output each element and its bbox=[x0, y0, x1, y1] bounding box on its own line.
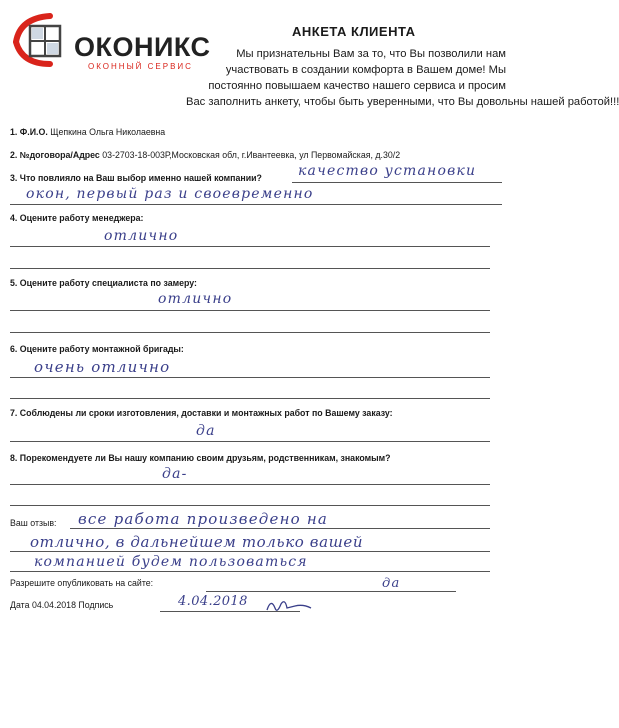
fio-value[interactable]: Щепкина Ольга Николаевна bbox=[50, 127, 166, 137]
contract-value[interactable]: 03-2703-18-003Р,Московская обл, г.Ивантеевка, ул Первомайская, д.30/2 bbox=[102, 150, 401, 160]
question-5: 5. Оцените работу специалиста по замеру: bbox=[10, 278, 197, 288]
publish-rule bbox=[206, 591, 456, 592]
logo bbox=[10, 12, 210, 72]
signature-label: Подпись bbox=[78, 600, 114, 610]
feedback-line1[interactable]: все работа произведено на bbox=[78, 510, 329, 528]
answer-line bbox=[292, 182, 502, 183]
question-8: 8. Порекомендуете ли Вы нашу компанию своим друзьям, родственникам, знакомым? bbox=[10, 453, 391, 463]
intro-line: постоянно повышаем качество нашего сервиса и просим bbox=[208, 80, 506, 92]
answer-line bbox=[10, 332, 490, 333]
answer-line bbox=[10, 441, 490, 442]
date-row bbox=[10, 600, 113, 610]
form-title: АНКЕТА КЛИЕНТА bbox=[292, 24, 416, 39]
date-value[interactable]: 04.04.2018 bbox=[31, 600, 76, 610]
question-7: 7. Соблюдены ли сроки изготовления, доставки и монтажных работ по Вашему заказу: bbox=[10, 408, 393, 418]
intro-text bbox=[186, 46, 619, 110]
answer-line bbox=[10, 268, 490, 269]
answer-line bbox=[10, 204, 502, 205]
logo-tagline: ОКОННЫЙ СЕРВИС bbox=[88, 62, 193, 71]
answer-4[interactable]: отлично bbox=[104, 228, 179, 244]
answer-line bbox=[10, 398, 490, 399]
publish-label: Разрешите опубликовать на сайте: bbox=[10, 578, 154, 588]
answer-3-line1[interactable]: качество установки bbox=[298, 163, 477, 179]
answer-line bbox=[10, 484, 490, 485]
window-logo-icon bbox=[10, 12, 70, 68]
question-6: 6. Оцените работу монтажной бригады: bbox=[10, 344, 184, 354]
intro-line: участвовать в создании комфорта в Вашем доме! Мы bbox=[225, 64, 506, 76]
answer-5[interactable]: отлично bbox=[158, 291, 233, 307]
answer-8[interactable]: да- bbox=[162, 466, 188, 482]
answer-3-line2[interactable]: окон, первый раз и своевременно bbox=[26, 186, 314, 202]
question-4: 4. Оцените работу менеджера: bbox=[10, 213, 144, 223]
signature-date[interactable]: 4.04.2018 bbox=[178, 594, 248, 609]
contract-row bbox=[10, 150, 400, 160]
signature-scribble bbox=[263, 596, 323, 616]
signature-rule bbox=[160, 611, 300, 612]
answer-6[interactable]: очень отлично bbox=[34, 358, 171, 376]
feedback-line2[interactable]: отлично, в дальнейшем только вашей bbox=[30, 533, 364, 551]
answer-line bbox=[10, 246, 490, 247]
intro-line: Вас заполнить анкету, чтобы быть уверенными, что Вы довольны нашей работой!!! bbox=[186, 96, 619, 108]
fio-row bbox=[10, 127, 165, 137]
feedback-label: Ваш отзыв: bbox=[10, 518, 57, 528]
feedback-line3[interactable]: компанией будем пользоваться bbox=[34, 554, 308, 570]
date-label: Дата bbox=[10, 600, 30, 610]
question-3: 3. Что повлияло на Ваш выбор именно нашей компании? bbox=[10, 173, 262, 183]
fio-label: 1. Ф.И.О. bbox=[10, 127, 48, 137]
answer-line bbox=[10, 310, 490, 311]
intro-line: Мы признательны Вам за то, что Вы позволили нам bbox=[236, 48, 506, 60]
feedback-rule bbox=[10, 571, 490, 572]
answer-7[interactable]: да bbox=[196, 423, 216, 439]
feedback-rule bbox=[70, 528, 490, 529]
logo-wordmark: ОКОНИКС bbox=[74, 32, 211, 62]
answer-line bbox=[10, 377, 490, 378]
publish-answer[interactable]: да bbox=[382, 576, 401, 591]
feedback-rule bbox=[10, 551, 490, 552]
answer-line bbox=[10, 505, 490, 506]
contract-label: 2. №договора/Адрес bbox=[10, 150, 100, 160]
